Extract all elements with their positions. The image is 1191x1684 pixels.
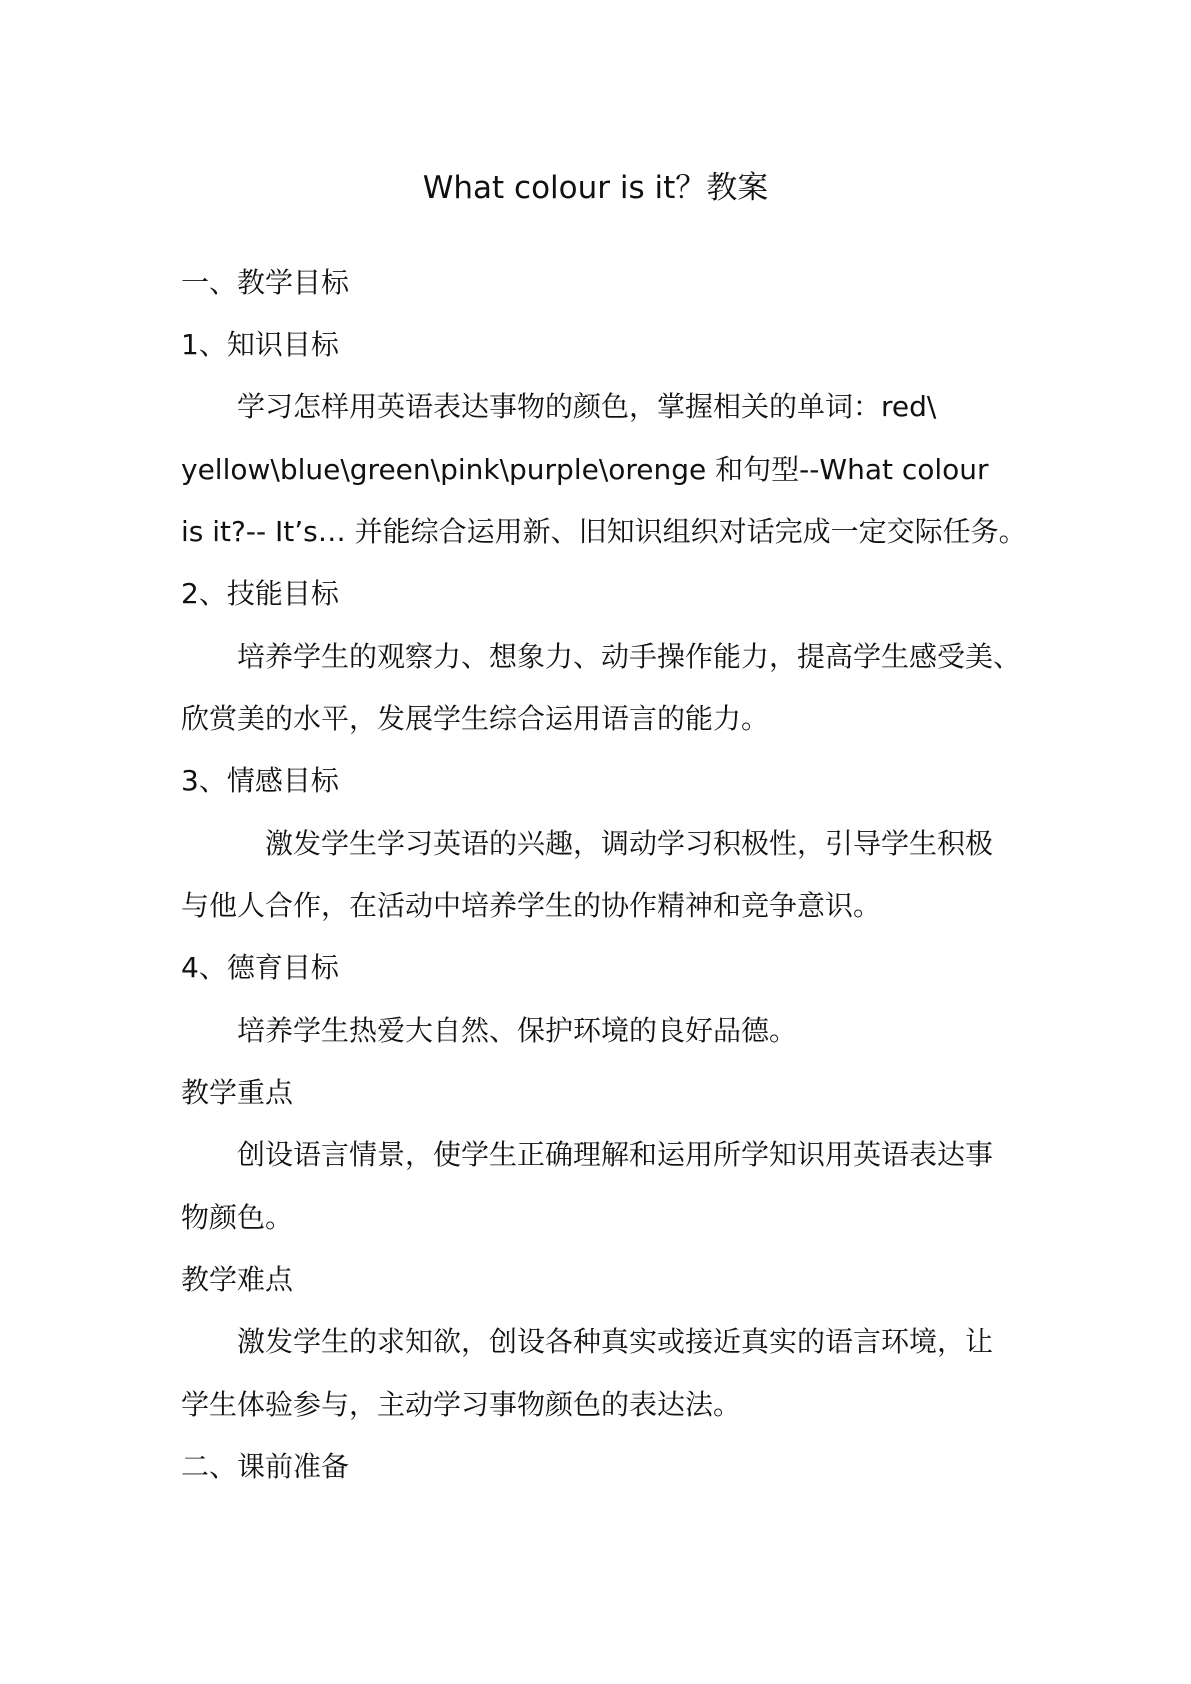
paragraph-line: 学习怎样用英语表达事物的颜色，掌握相关的单词：red\ [237, 390, 937, 423]
document-title: What colour is it？教案 [422, 170, 769, 206]
paragraph-line: 激发学生学习英语的兴趣，调动学习积极性，引导学生积极 [265, 827, 994, 860]
subheading-knowledge-goals: 1、知识目标 [181, 328, 339, 361]
section-heading-teaching-goals: 一、教学目标 [181, 266, 350, 299]
section-heading-preparation: 二、课前准备 [181, 1450, 350, 1483]
paragraph-line: 激发学生的求知欲，创设各种真实或接近真实的语言环境，让 [237, 1325, 994, 1358]
paragraph-line: 与他人合作，在活动中培养学生的协作精神和竞争意识。 [181, 889, 882, 922]
subheading-emotion-goals: 3、情感目标 [181, 764, 339, 797]
heading-teaching-focus: 教学重点 [181, 1076, 294, 1109]
paragraph-line: is it?-- It’s… 并能综合运用新、旧知识组织对话完成一定交际任务。 [181, 515, 1027, 548]
subheading-skill-goals: 2、技能目标 [181, 577, 339, 610]
heading-teaching-difficulties: 教学难点 [181, 1263, 294, 1296]
paragraph-line: 培养学生的观察力、想象力、动手操作能力，提高学生感受美、 [237, 640, 1022, 673]
subheading-moral-goals: 4、德育目标 [181, 951, 339, 984]
paragraph-line: 物颜色。 [181, 1201, 294, 1234]
paragraph-line: 欣赏美的水平，发展学生综合运用语言的能力。 [181, 702, 770, 735]
paragraph-line: 学生体验参与，主动学习事物颜色的表达法。 [181, 1388, 742, 1421]
paragraph-line: 培养学生热爱大自然、保护环境的良好品德。 [237, 1014, 798, 1047]
paragraph-line: 创设语言情景，使学生正确理解和运用所学知识用英语表达事 [237, 1138, 994, 1171]
paragraph-line: yellow\blue\green\pink\purple\orenge 和句型--What colour [181, 453, 989, 486]
